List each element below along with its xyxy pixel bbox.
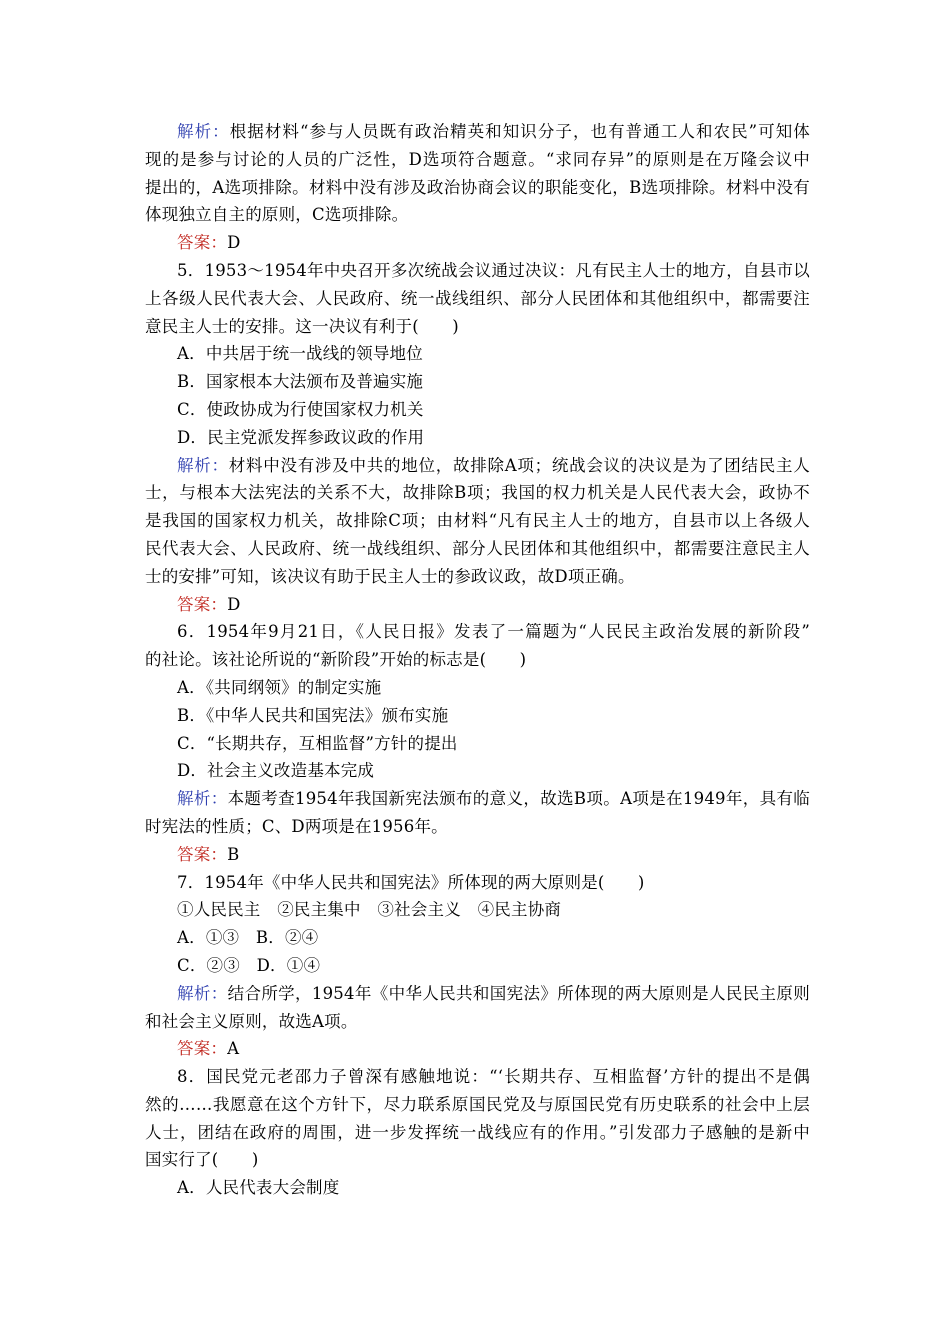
question-items-q7: ①人民民主 ②民主集中 ③社会主义 ④民主协商 [177,900,562,920]
analysis-paragraph-q5 [145,452,810,480]
question-stem-q5: 上各级人民代表大会、人民政府、统一战线组织、部分人民团体和其他组织中，都需要注 [145,288,810,308]
option-c: C．使政协成为行使国家权力机关 [177,399,424,419]
analysis-label: 解析： [177,455,229,475]
answer-line-q4 [145,229,810,257]
analysis-text: 体现独立自主的原则，C选项排除。 [145,205,409,225]
option-row: A．①③ B．②④ [177,928,319,948]
analysis-label: 解析： [177,122,230,141]
analysis-text: 时宪法的性质；C、D两项是在1956年。 [145,816,448,836]
analysis-paragraph-q4 [145,118,810,146]
question-stem-q6: 6．1954年9月21日，《人民日报》发表了一篇题为“人民民主政治发展的新阶段” [177,622,810,642]
question-stem-q8: 人士，团结在政府的周围，进一步发挥统一战线应有的作用。”引发邵力子感触的是新中 [145,1122,810,1142]
analysis-text: 本题考查1954年我国新宪法颁布的意义，故选B项。A项是在1949年，具有临 [227,789,811,809]
question-stem-q6: 的社论。该社论所说的“新阶段”开始的标志是( ) [145,650,527,670]
analysis-text: 士，与根本大法宪法的关系不大，故排除B项；我国的权力机关是人民代表大会，政协不 [145,483,810,503]
analysis-text: 是我国的国家权力机关，故排除C项；由材料“凡有民主人士的地方，自县市以上各级人 [145,511,810,531]
analysis-text: 民代表大会、人民政府、统一战线组织、部分人民团体和其他组织中，都需要注意民主人 [145,538,810,558]
option-c: C．“长期共存，互相监督”方针的提出 [177,733,458,753]
question-stem-q8: 8．国民党元老邵力子曾深有感触地说：“‘长期共存、互相监督’方针的提出不是偶 [177,1067,810,1087]
analysis-text: 结合所学，1954年《中华人民共和国宪法》所体现的两大原则是人民民主原则 [227,983,810,1003]
analysis-text: 材料中没有涉及中共的地位，故排除A项；统战会议的决议是为了团结民主人 [228,455,810,475]
answer-value: D [227,594,241,614]
option-a: A．《共同纲领》的制定实施 [177,677,382,697]
analysis-text: 提出的，A选项排除。材料中没有涉及政治协商会议的职能变化，B选项排除。材料中没有 [145,177,810,197]
analysis-paragraph-q7 [145,980,810,1008]
answer-label: 答案： [177,594,228,614]
question-stem-q8: 国实行了( ) [145,1150,259,1170]
analysis-label: 解析： [177,983,228,1003]
question-stem-q8: 然的……我愿意在这个方针下，尽力联系原国民党及与原国民党有历史联系的社会中上层 [145,1094,810,1114]
analysis-text: 现的是参与讨论的人员的广泛性，D选项符合题意。“求同存异”的原则是在万隆会议中 [145,149,810,169]
analysis-paragraph-q6 [145,785,810,813]
answer-line-q7 [145,1035,810,1063]
analysis-text: 根据材料“参与人员既有政治精英和知识分子，也有普通工人和农民”可知体 [229,122,810,141]
question-stem-q5: 5．1953～1954年中央召开多次统战会议通过决议：凡有民主人士的地方，自县市以 [177,260,810,280]
answer-label: 答案： [177,233,228,253]
option-row: C．②③ D．①④ [177,955,321,975]
answer-line-q6 [145,841,810,869]
document-page [145,118,810,1202]
option-d: D．民主党派发挥参政议政的作用 [177,427,425,447]
answer-label: 答案： [177,844,228,864]
option-a: A．人民代表大会制度 [177,1178,340,1198]
analysis-text: 和社会主义原则，故选A项。 [145,1011,358,1031]
option-d: D．社会主义改造基本完成 [177,761,375,781]
answer-value: D [227,233,241,253]
answer-line-q5 [145,591,810,619]
analysis-label: 解析： [177,789,228,809]
analysis-text: 士的安排”可知，该决议有助于民主人士的参政议政，故D项正确。 [145,566,635,586]
question-stem-q5: 意民主人士的安排。这一决议有利于( ) [145,316,459,336]
question-stem-q7: 7．1954年《中华人民共和国宪法》所体现的两大原则是( ) [177,872,645,892]
answer-label: 答案： [177,1039,228,1059]
answer-value: A [227,1039,240,1059]
option-b: B．《中华人民共和国宪法》颁布实施 [177,705,449,725]
answer-value: B [227,844,240,864]
option-b: B．国家根本大法颁布及普遍实施 [177,372,424,392]
option-a: A．中共居于统一战线的领导地位 [177,344,423,364]
